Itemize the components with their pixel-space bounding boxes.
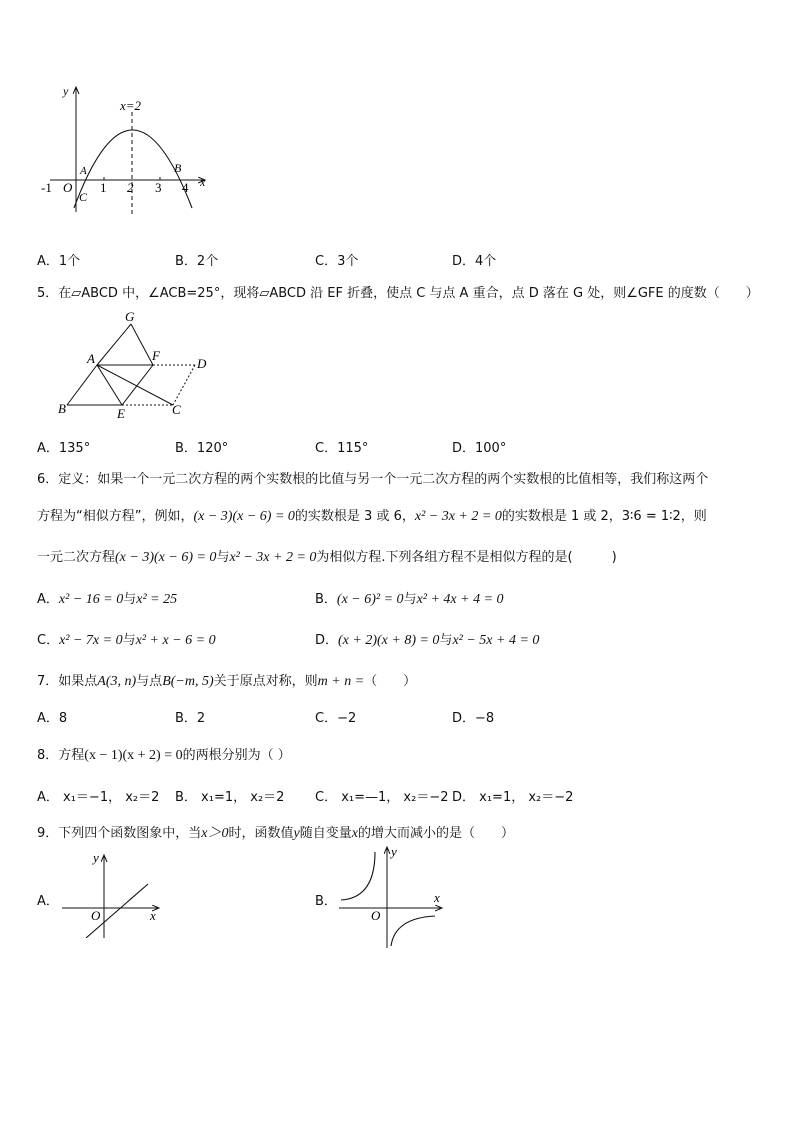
q8-option-d[interactable]: D． x₁=1， x₂＝−2 [452, 790, 574, 805]
q8-option-b[interactable]: B． x₁=1， x₂＝2 [175, 790, 285, 805]
label-a: A [87, 351, 95, 366]
q4-option-c[interactable]: C．3个 [315, 254, 359, 269]
label-g: G [125, 310, 135, 324]
label-f: F [152, 348, 160, 363]
label-b: B [58, 401, 66, 416]
hyperbola-left-branch [341, 852, 375, 900]
tick-label-2: 2 [127, 180, 134, 195]
q9-option-b[interactable]: B． [315, 894, 337, 909]
point-a-label: A [80, 165, 87, 177]
q9a-x-label: x [150, 908, 156, 923]
q9b-origin-label: O [371, 908, 381, 923]
q7-option-c[interactable]: C．−2 [315, 711, 357, 726]
q7-option-b[interactable]: B．2 [175, 711, 206, 726]
x-label: x [200, 175, 206, 189]
symmetry-line-label: x=2 [120, 98, 142, 113]
q5-stem: 5．在▱ABCD 中，∠ACB=25°，现将▱ABCD 沿 EF 折叠，使点 C 与点 A 重合，点 D 落在 G 处，则∠GFE 的度数（ ） [37, 286, 759, 301]
label-c: C [172, 402, 181, 417]
q9-option-a[interactable]: A． [37, 894, 59, 909]
tick-label-1: 1 [100, 180, 107, 195]
tick-label-4: 4 [182, 180, 189, 195]
q9b-y-label: y [391, 844, 397, 859]
q9-graph-a[interactable] [58, 848, 168, 938]
q9a-y-label: y [93, 850, 99, 865]
y-label: y [63, 84, 69, 98]
q9b-x-label: x [434, 890, 440, 905]
q9-graph-b[interactable] [335, 842, 450, 950]
parallelogram-figure [55, 310, 220, 425]
tick-label-neg1: -1 [41, 180, 52, 195]
q6-line2: 方程为“相似方程”，例如，(x − 3)(x − 6) = 0的实数根是 3 或 6，x² − 3x + 2 = 0的实数根是 1 或 2，3∶6 = 1∶2，则 [37, 509, 707, 524]
q9a-origin-label: O [91, 908, 101, 923]
q6-line1: 6．定义：如果一个一元二次方程的两个实数根的比值与另一个一元二次方程的两个实数根的比值相等，我们称这两个 [37, 472, 709, 487]
q8-option-a[interactable]: A． x₁＝−1， x₂＝2 [37, 790, 160, 805]
point-c-label: C [79, 190, 88, 204]
q9-stem: 9．下列四个函数图象中，当x＞0时，函数值y随自变量x的增大而减小的是（ ） [37, 826, 514, 841]
label-d: D [197, 356, 207, 371]
q7-option-d[interactable]: D．−8 [452, 711, 495, 726]
q5-option-d[interactable]: D．100° [452, 441, 507, 456]
q7-option-a[interactable]: A．8 [37, 711, 68, 726]
q6-line3: 一元二次方程(x − 3)(x − 6) = 0与x² − 3x + 2 = 0为相似方程.下列各组方程不是相似方程的是( ) [37, 550, 617, 565]
q4-option-d[interactable]: D．4个 [452, 254, 497, 269]
tick-label-3: 3 [155, 180, 162, 195]
q5-option-a[interactable]: A．135° [37, 441, 91, 456]
q5-option-b[interactable]: B．120° [175, 441, 229, 456]
origin-label: O [63, 180, 73, 195]
q6-option-d[interactable]: D．(x + 2)(x + 8) = 0与x² − 5x + 4 = 0 [315, 633, 540, 648]
q6-option-a[interactable]: A．x² − 16 = 0与x² = 25 [37, 592, 178, 607]
q4-option-a[interactable]: A．1个 [37, 254, 81, 269]
parabola-figure [30, 80, 230, 220]
label-e: E [117, 406, 125, 421]
q5-option-c[interactable]: C．115° [315, 441, 369, 456]
q8-stem: 8．方程(x − 1)(x + 2) = 0的两根分别为（ ） [37, 748, 291, 763]
q4-option-b[interactable]: B．2个 [175, 254, 219, 269]
q7-stem: 7．如果点A(3, n)与点B(−m, 5)关于原点对称，则m + n =（ ） [37, 674, 417, 689]
point-b-label: B [174, 161, 182, 175]
q6-option-b[interactable]: B．(x − 6)² = 0与x² + 4x + 4 = 0 [315, 592, 504, 607]
hyperbola-right-branch [391, 916, 435, 946]
q6-option-c[interactable]: C．x² − 7x = 0与x² + x − 6 = 0 [37, 633, 216, 648]
q8-option-c[interactable]: C． x₁=—1， x₂＝−2 [315, 790, 449, 805]
